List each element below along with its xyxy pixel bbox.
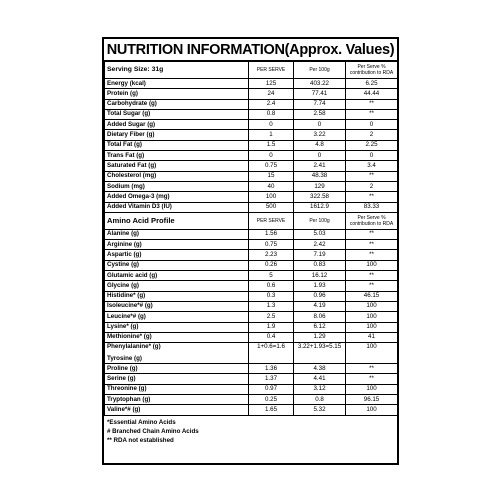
value-per-serve: 1.3 [249,301,294,311]
value-per-serve: 2.23 [249,250,294,260]
value-per-serve: 1.9 [249,322,294,332]
nutrient-row [105,120,398,130]
value-per-serve: 1 [249,130,294,140]
amino-row [105,240,398,250]
value-per-serve: 0.3 [249,291,294,301]
value-per-serve: 125 [249,79,294,89]
amino-row [105,364,398,374]
value-rda: 100 [346,384,398,394]
nutrient-row [105,161,398,171]
value-per-100g: 403.22 [294,79,346,89]
value-per-serve: 40 [249,181,294,191]
value-per-100g: 4.19 [294,301,346,311]
nutrient-name: Isoleucine*# (g) [105,301,249,311]
nutrition-panel [102,37,399,465]
amino-row [105,384,398,394]
value-per-100g: 3.22+1.93=5.15 [294,343,346,364]
nutrient-row [105,151,398,161]
amino-profile-label: Amino Acid Profile [105,212,249,229]
value-rda: ** [346,99,398,109]
value-per-serve: 0.8 [249,109,294,119]
value-rda: ** [346,281,398,291]
value-per-100g: 3.22 [294,130,346,140]
value-rda: ** [346,250,398,260]
nutrient-name: Added Vitamin D3 (IU) [105,202,249,212]
value-per-100g: 48.38 [294,171,346,181]
header-rda: Per Serve % contribution to RDA [346,62,398,79]
nutrient-name: Lysine* (g) [105,322,249,332]
value-per-100g: 129 [294,181,346,191]
value-per-serve: 24 [249,89,294,99]
value-per-100g: 1.93 [294,281,346,291]
nutrient-row [105,99,398,109]
value-rda: 83.33 [346,202,398,212]
value-rda: 96.15 [346,395,398,405]
value-rda: ** [346,229,398,239]
value-rda: 100 [346,322,398,332]
value-rda: ** [346,192,398,202]
nutrient-name: Protein (g) [105,89,249,99]
value-per-serve: 0 [249,151,294,161]
amino-row [105,405,398,415]
value-per-100g: 6.12 [294,322,346,332]
value-rda: 6.25 [346,79,398,89]
value-per-serve: 1.56 [249,229,294,239]
value-per-serve: 500 [249,202,294,212]
amino-row [105,322,398,332]
value-rda: 2 [346,181,398,191]
value-rda: ** [346,271,398,281]
value-per-serve: 0 [249,120,294,130]
value-per-100g: 4.38 [294,364,346,374]
combined-name-cell [105,343,249,364]
nutrient-name: Trans Fat (g) [105,151,249,161]
value-rda: 100 [346,405,398,415]
nutrient-name: Added Omega-3 (mg) [105,192,249,202]
value-per-100g: 5.32 [294,405,346,415]
value-per-100g: 0 [294,151,346,161]
header-per-serve: PER SERVE [249,62,294,79]
value-rda: 100 [346,260,398,270]
amino-header-per-100g: Per 100g [294,212,346,229]
amino-header-rda: Per Serve % contribution to RDA [346,212,398,229]
value-per-100g: 322.58 [294,192,346,202]
nutrient-name: Energy (kcal) [105,79,249,89]
value-per-100g: 77.41 [294,89,346,99]
nutrient-name: Aspartic (g) [105,250,249,260]
value-rda: ** [346,109,398,119]
nutrient-name: Histidine* (g) [105,291,249,301]
footnotes [104,416,397,446]
nutrient-name: Added Sugar (g) [105,120,249,130]
nutrient-name: Proline (g) [105,364,249,374]
nutrient-name: Dietary Fiber (g) [105,130,249,140]
value-per-100g: 1612.9 [294,202,346,212]
value-rda: ** [346,171,398,181]
amino-header-per-serve: PER SERVE [249,212,294,229]
nutrient-name: Sodium (mg) [105,181,249,191]
value-per-serve: 0.75 [249,240,294,250]
nutrition-table-body [105,62,398,416]
nutrient-name: Tryptophan (g) [105,395,249,405]
value-per-serve: 100 [249,192,294,202]
value-rda: 2 [346,130,398,140]
value-rda: 0 [346,151,398,161]
value-rda: 100 [346,312,398,322]
nutrient-name: Leucine*# (g) [105,312,249,322]
value-rda: ** [346,240,398,250]
amino-row [105,395,398,405]
value-per-100g: 2.58 [294,109,346,119]
value-per-serve: 0.97 [249,384,294,394]
nutrient-name: Carbohydrate (g) [105,99,249,109]
value-rda: ** [346,364,398,374]
value-per-serve: 2.5 [249,312,294,322]
nutrient-name: Glycine (g) [105,281,249,291]
nutrient-row [105,202,398,212]
amino-row [105,271,398,281]
amino-row [105,281,398,291]
value-per-100g: 2.41 [294,161,346,171]
value-per-100g: 3.12 [294,384,346,394]
value-per-100g: 0 [294,120,346,130]
value-per-100g: 0.8 [294,395,346,405]
amino-row [105,229,398,239]
nutrient-row [105,181,398,191]
value-per-100g: 7.74 [294,99,346,109]
value-per-serve: 0.6 [249,281,294,291]
value-per-serve: 0.25 [249,395,294,405]
amino-row [105,374,398,384]
nutrient-name: Cystine (g) [105,260,249,270]
footnote-rda: ** RDA not established [107,437,174,445]
amino-header-row [105,212,398,229]
nutrient-name: Valine*# (g) [105,405,249,415]
amino-row [105,301,398,311]
value-rda: 41 [346,332,398,342]
nutrient-row [105,140,398,150]
nutrient-name: Threonine (g) [105,384,249,394]
serving-size-label: Serving Size: 31g [105,62,249,79]
value-rda: 3.4 [346,161,398,171]
amino-row [105,312,398,322]
value-per-100g: 5.03 [294,229,346,239]
amino-row [105,260,398,270]
value-per-serve: 0.26 [249,260,294,270]
value-per-serve: 0.4 [249,332,294,342]
nutrient-name: Methionine* (g) [105,332,249,342]
amino-row [105,250,398,260]
header-per-100g: Per 100g [294,62,346,79]
amino-row-phenylalanine-tyrosine [105,343,398,364]
nutrient-name: Total Fat (g) [105,140,249,150]
footnote-essential: *Essential Amino Acids [107,418,176,426]
value-rda: 46.15 [346,291,398,301]
value-per-100g: 16.12 [294,271,346,281]
value-rda: 44.44 [346,89,398,99]
panel-title: NUTRITION INFORMATION(Approx. Values) [104,39,397,61]
value-per-serve: 1+0.6=1.6 [249,343,294,364]
value-per-serve: 5 [249,271,294,281]
value-rda: ** [346,374,398,384]
nutrient-name: Saturated Fat (g) [105,161,249,171]
value-rda: 0 [346,120,398,130]
value-per-serve: 1.37 [249,374,294,384]
value-per-serve: 1.5 [249,140,294,150]
value-rda: 100 [346,343,398,364]
value-per-100g: 4.8 [294,140,346,150]
amino-row [105,332,398,342]
nutrient-row [105,109,398,119]
nutrient-name: Total Sugar (g) [105,109,249,119]
nutrient-row [105,171,398,181]
amino-row [105,291,398,301]
nutrient-name: Glutamic acid (g) [105,271,249,281]
nutrient-row [105,130,398,140]
value-per-100g: 0.83 [294,260,346,270]
value-per-serve: 1.65 [249,405,294,415]
tyrosine-name: Tyrosine (g) [107,354,142,362]
value-per-100g: 1.29 [294,332,346,342]
value-per-100g: 8.06 [294,312,346,322]
value-per-serve: 0.75 [249,161,294,171]
value-per-100g: 2.42 [294,240,346,250]
value-per-100g: 4.41 [294,374,346,384]
nutrient-row [105,192,398,202]
value-per-serve: 15 [249,171,294,181]
value-rda: 2.25 [346,140,398,150]
nutrient-name: Alanine (g) [105,229,249,239]
nutrient-row [105,79,398,89]
nutrient-name: Arginine (g) [105,240,249,250]
nutrient-name: Cholesterol (mg) [105,171,249,181]
value-per-100g: 7.19 [294,250,346,260]
nutrient-name: Serine (g) [105,374,249,384]
value-rda: 100 [346,301,398,311]
value-per-serve: 1.36 [249,364,294,374]
value-per-100g: 0.96 [294,291,346,301]
phenylalanine-name: Phenylalanine* (g) [107,343,161,351]
serving-header-row [105,62,398,79]
value-per-serve: 2.4 [249,99,294,109]
footnote-branched: # Branched Chain Amino Acids [107,427,199,435]
nutrient-row [105,89,398,99]
nutrition-table [104,61,398,416]
